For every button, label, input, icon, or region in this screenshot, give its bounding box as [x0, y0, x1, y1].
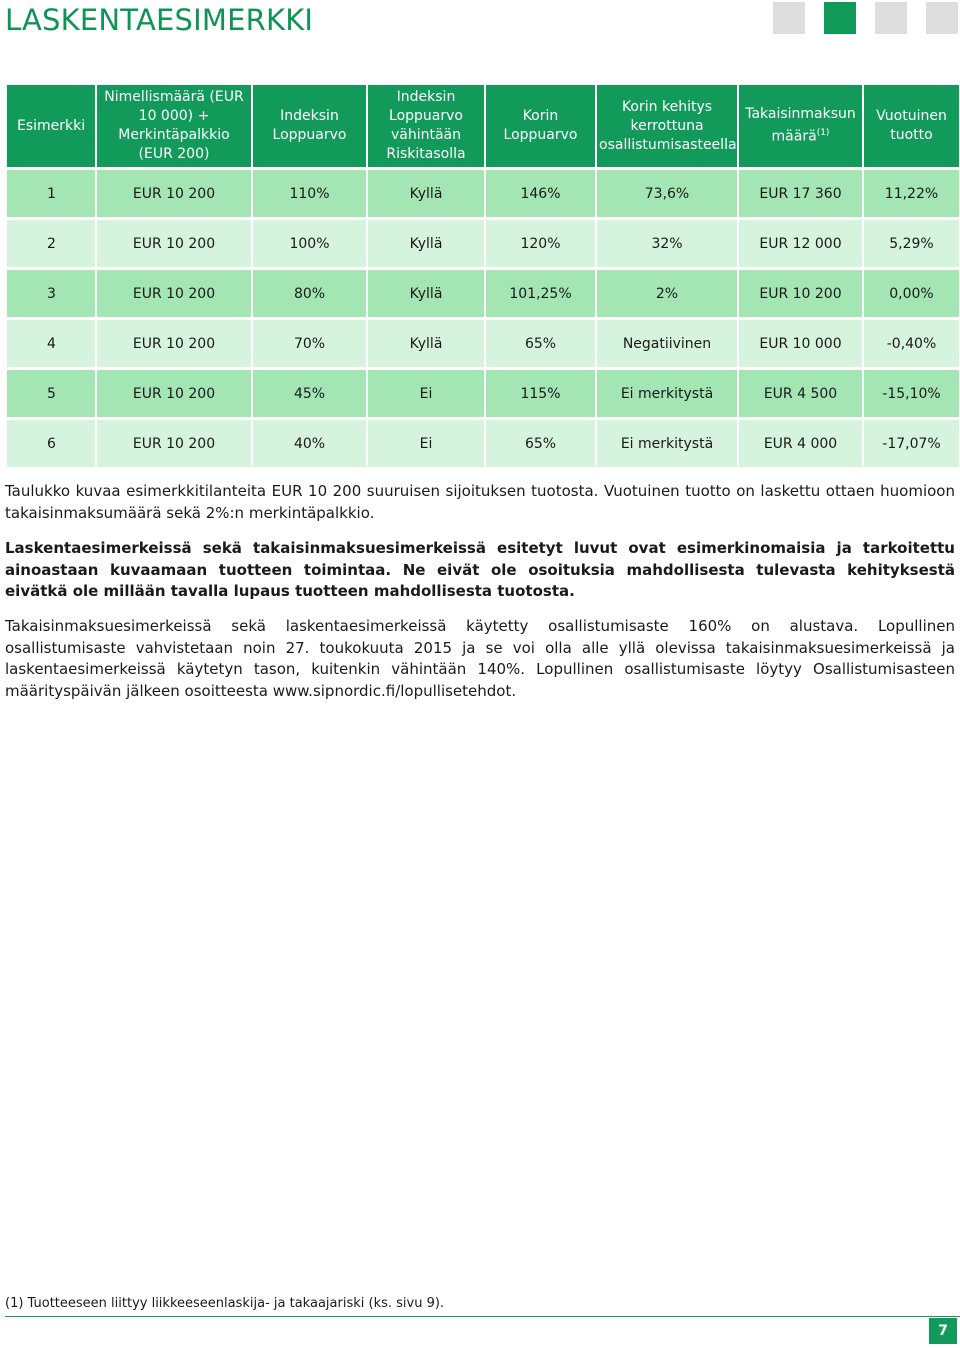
table-row [7, 170, 959, 217]
table-cell: 65% [486, 320, 595, 367]
indicator-square-active [824, 2, 856, 34]
table-cell: 110% [253, 170, 366, 217]
indicator-square [875, 2, 907, 34]
table-cell: 2 [7, 220, 95, 267]
table-cell: -0,40% [864, 320, 959, 367]
participation-rate-paragraph: Takaisinmaksuesimerkeissä sekä laskentaesimerkeissä käytetty osallistumisaste 160% on alustava. Lopullinen osallistumisaste vahvistetaan noin 27. toukokuuta 2015 ja se voi olla alle yllä olevissa takaisinmaksuesimerkeissä ja laskentaesimerkeissä käytetyn tason, kuitenkin vähintään 140%. Lopullinen osallistumisaste löytyy Osallistumisasteen määrityspäivän jälkeen osoitteesta www.sipnordic.fi/lopullisetehdot. [5, 617, 955, 700]
table-row [7, 220, 959, 267]
table-cell: 101,25% [486, 270, 595, 317]
table-cell: EUR 10 200 [97, 420, 251, 467]
table-cell: EUR 10 200 [97, 220, 251, 267]
calculation-examples-table [5, 82, 960, 470]
table-cell: 1 [7, 170, 95, 217]
table-cell: Kyllä [368, 170, 484, 217]
table-description: Taulukko kuvaa esimerkkitilanteita EUR 10 200 suuruisen sijoituksen tuotosta. Vuotuinen tuotto on laskettu ottaen huomioon takaisinmaksumäärä sekä 2%:n merkintäpalkkio. [5, 482, 955, 522]
column-header: Indeksin Loppuarvo [253, 85, 366, 167]
table-row [7, 370, 959, 417]
table-cell: 40% [253, 420, 366, 467]
column-header-text: Takaisinmaksun määrä [745, 106, 856, 145]
table-cell: EUR 4 000 [739, 420, 862, 467]
table-row [7, 420, 959, 467]
table-cell: EUR 4 500 [739, 370, 862, 417]
table-cell: Kyllä [368, 320, 484, 367]
table-cell: Ei [368, 370, 484, 417]
table-cell: Kyllä [368, 220, 484, 267]
column-header: Esimerkki [7, 85, 95, 167]
table-cell: 5,29% [864, 220, 959, 267]
table-row [7, 270, 959, 317]
table-cell: 120% [486, 220, 595, 267]
table-cell: 80% [253, 270, 366, 317]
table-cell: Ei merkitystä [597, 420, 737, 467]
column-header: Indeksin Loppuarvo vähintään Riskitasolla [368, 85, 484, 167]
table-cell: 70% [253, 320, 366, 367]
table-cell: EUR 10 200 [97, 270, 251, 317]
table-cell: -15,10% [864, 370, 959, 417]
table-cell: Ei merkitystä [597, 370, 737, 417]
column-header: Korin kehitys kerrottuna osallistumisasteella [597, 85, 737, 167]
footnote-marker: (1) [816, 128, 830, 139]
table-cell: EUR 10 000 [739, 320, 862, 367]
table-cell: 32% [597, 220, 737, 267]
table-cell: 115% [486, 370, 595, 417]
table-cell: EUR 10 200 [97, 320, 251, 367]
table-cell: EUR 10 200 [97, 370, 251, 417]
table-cell: 73,6% [597, 170, 737, 217]
table-cell: 45% [253, 370, 366, 417]
table-cell: 11,22% [864, 170, 959, 217]
page-title: LASKENTAESIMERKKI [5, 3, 314, 37]
table-cell: 100% [253, 220, 366, 267]
column-header [739, 85, 862, 167]
disclaimer-paragraph: Laskentaesimerkeissä sekä takaisinmaksuesimerkeissä esitetyt luvut ovat esimerkinomaisia ja tarkoitettu ainoastaan kuvaamaan tuotteen toimintaa. Ne eivät ole osoituksia mahdollisesta tulevasta kehityksestä eivätkä ole millään tavalla lupaus tuotteen mahdollisesta tuotosta. [5, 539, 955, 600]
column-header: Nimellismäärä (EUR 10 000) + Merkintäpalkkio (EUR 200) [97, 85, 251, 167]
table-cell: Negatiivinen [597, 320, 737, 367]
table-cell: 0,00% [864, 270, 959, 317]
table-row [7, 320, 959, 367]
table-cell: 5 [7, 370, 95, 417]
table-cell: EUR 17 360 [739, 170, 862, 217]
column-header: Korin Loppuarvo [486, 85, 595, 167]
table-cell: EUR 12 000 [739, 220, 862, 267]
table-cell: 3 [7, 270, 95, 317]
table-cell: Ei [368, 420, 484, 467]
indicator-square [773, 2, 805, 34]
table-cell: 146% [486, 170, 595, 217]
table-header-row [7, 85, 959, 167]
column-header: Vuotuinen tuotto [864, 85, 959, 167]
table-cell: Kyllä [368, 270, 484, 317]
table-cell: 2% [597, 270, 737, 317]
page-number: 7 [929, 1318, 957, 1344]
footnote: (1) Tuotteeseen liittyy liikkeeseenlaskija- ja takaajariski (ks. sivu 9). [5, 1296, 445, 1311]
indicator-square [926, 2, 958, 34]
table-cell: 6 [7, 420, 95, 467]
table-cell: -17,07% [864, 420, 959, 467]
section-indicator [773, 2, 958, 34]
table-cell: EUR 10 200 [97, 170, 251, 217]
footer-divider [5, 1316, 960, 1317]
table-cell: 4 [7, 320, 95, 367]
table-cell: EUR 10 200 [739, 270, 862, 317]
table-cell: 65% [486, 420, 595, 467]
